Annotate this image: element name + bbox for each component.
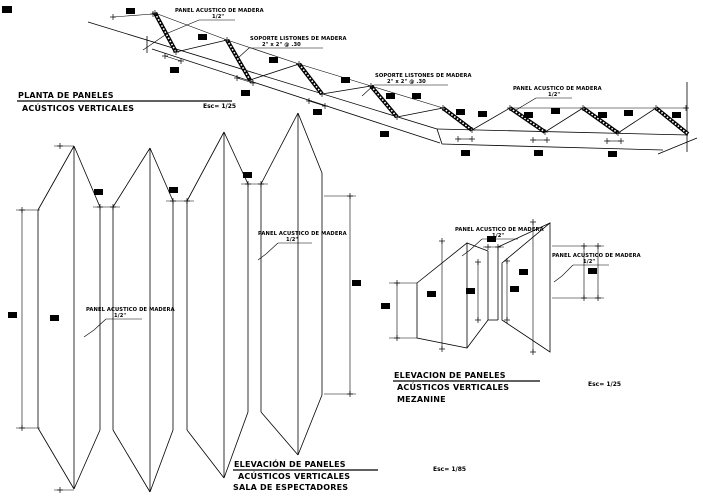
- mezzanine-dimension-ticks: [394, 219, 601, 355]
- callout-text: PANEL ACUSTICO DE MADERA: [258, 231, 347, 237]
- plan-view: [2, 6, 697, 157]
- callout-text: 1/2": [548, 92, 561, 98]
- callout-text: 1/2": [114, 313, 127, 319]
- hall-title-line2: ACÚSTICOS VERTICALES: [238, 472, 351, 481]
- plan-dimension-value-blobs: [2, 6, 681, 157]
- callout-text: 2" x 2" @ .30: [387, 79, 426, 85]
- plan-title-line2: ACÚSTICOS VERTICALES: [22, 104, 135, 113]
- mezzanine-scale: Esc= 1/25: [588, 381, 622, 388]
- hall-title-line1: ELEVACIÓN DE PANELES: [234, 460, 346, 469]
- callout-text: 1/2": [492, 233, 505, 239]
- callout-text: 2" x 2" @ .30: [262, 42, 301, 48]
- mezzanine-title-block: [393, 371, 621, 404]
- callout-text: PANEL ACUSTICO DE MADERA: [455, 227, 544, 233]
- plan-title-block: [17, 91, 236, 113]
- plan-soporte-callout-1: [238, 36, 347, 58]
- mezzanine-elevation: [381, 219, 641, 404]
- callout-text: SOPORTE LISTONES DE MADERA: [375, 73, 472, 79]
- hall-elevation: [8, 113, 466, 493]
- callout-text: 1/2": [286, 237, 299, 243]
- callout-text: PANEL ACUSTICO DE MADERA: [513, 86, 602, 92]
- mezzanine-title-line3: MEZANINE: [397, 395, 446, 404]
- callout-text: 1/2": [583, 259, 596, 265]
- hall-title-block: [233, 458, 466, 492]
- callout-text: PANEL ACUSTICO DE MADERA: [552, 253, 641, 259]
- callout-text: PANEL ACUSTICO DE MADERA: [86, 307, 175, 313]
- hall-scale: Esc= 1/85: [433, 466, 467, 473]
- mezzanine-panel-callout-2: [552, 253, 641, 282]
- hall-dimension-value-blobs: [8, 172, 361, 321]
- mezzanine-panel-outlines: [417, 222, 550, 352]
- callout-text: PANEL ACUSTICO DE MADERA: [175, 8, 264, 14]
- plan-panel-callout-right: [513, 86, 602, 110]
- plan-panel-callout-left: [143, 8, 264, 50]
- mezzanine-dimension-lines: [389, 246, 604, 338]
- mezzanine-title-line2: ACÚSTICOS VERTICALES: [397, 383, 510, 392]
- plan-scale: Esc= 1/25: [203, 103, 237, 110]
- hall-panel-callout-2: [258, 231, 347, 260]
- hall-panel-outlines: [38, 113, 322, 492]
- mezzanine-title-line1: ELEVACION DE PANELES: [394, 371, 506, 380]
- callout-text: SOPORTE LISTONES DE MADERA: [250, 36, 347, 42]
- hall-title-line3: SALA DE ESPECTADORES: [233, 483, 349, 492]
- hall-panel-callout-1: [84, 307, 175, 337]
- hall-dimension-ticks: [19, 143, 353, 493]
- mezzanine-panel-callout-1: [455, 227, 544, 256]
- plan-title-line1: PLANTA DE PANELES: [18, 91, 114, 100]
- callout-text: 1/2": [212, 14, 225, 20]
- plan-panels-horizontal: [510, 108, 688, 134]
